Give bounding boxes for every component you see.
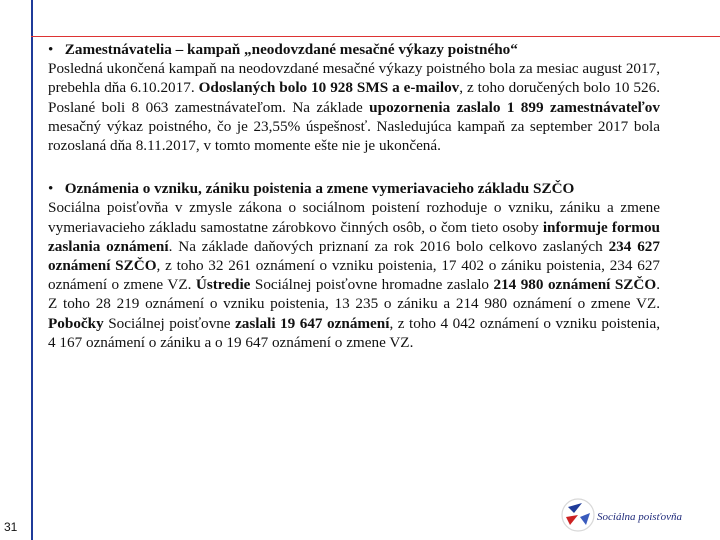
s2-bold-1: informuje formou zaslania oznámení xyxy=(48,218,660,255)
section1-heading-text: Zamestnávatelia – kampaň „neodovzdané mesačné výkazy poistného“ xyxy=(64,41,518,58)
s2-bold-3: Ústredie xyxy=(195,276,251,294)
section2-body xyxy=(48,198,660,352)
s1-bold-1: Odoslaných bolo 10 928 SMS a e-mailov xyxy=(198,79,460,97)
s1-text-1: Posledná ukončená kampaň na neodovzdané mesačné výkazy poistného bola za mesiac august 2017, prebehla dňa 6.10.2017. xyxy=(48,60,660,97)
sp-logo-icon xyxy=(560,497,596,533)
horizontal-rule xyxy=(31,36,720,37)
s2-text-3: , z toho 32 261 oznámení o vzniku poistenia, 17 402 o zániku poistenia, 234 627 oznámení o zmene VZ. xyxy=(48,257,661,294)
s2-text-1: Sociálna poisťovňa v zmysle zákona o sociálnom poistení rozhoduje o vzniku, zániku a zmene vymeriavacieho základu samostatne zárobkovo činných osôb, o čom tieto osoby xyxy=(48,199,660,236)
section2-heading xyxy=(48,179,660,198)
s2-text-2: . Na základe daňových priznaní za rok 2016 bolo celkovo zaslaných xyxy=(168,237,609,255)
s2-bold-5: Pobočky xyxy=(48,314,104,332)
vertical-rule xyxy=(31,0,33,540)
s2-text-4: Sociálnej poisťovne hromadne zaslalo xyxy=(250,276,494,294)
bullet-2: • xyxy=(48,180,54,198)
section2-heading-text: Oznámenia o vzniku, zániku poistenia a zmene vymeriavacieho základu SZČO xyxy=(64,180,575,198)
s2-bold-2: 234 627 oznámení SZČO xyxy=(48,237,660,275)
section1-body xyxy=(48,59,660,155)
slide-content xyxy=(48,40,660,352)
s1-text-3: mesačný výkaz poistného, čo je 23,55% úspešnosť. Nasledujúca kampaň za september 2017 bola rozoslaná dňa 8.11.2017, v tomto momente ešte nie je ukončená. xyxy=(48,117,660,155)
brand-name: Sociálna poisťovňa xyxy=(597,511,682,523)
page-number: 31 xyxy=(4,520,18,534)
bullet-1: • xyxy=(48,41,54,58)
s2-text-6: Sociálnej poisťovne xyxy=(103,314,236,332)
s1-bold-2: upozornenia zaslalo 1 899 zamestnávateľov xyxy=(369,98,660,116)
s2-bold-4: 214 980 oznámení SZČO xyxy=(493,276,657,294)
section1-heading xyxy=(48,40,660,59)
s1-text-2: , z toho doručených bolo 10 526. Poslané boli 8 063 zamestnávateľom. Na základe xyxy=(48,79,660,116)
s2-text-5: . Z toho 28 219 oznámení o vzniku poistenia, 13 235 o zániku a 214 980 oznámení o zmene VZ. xyxy=(48,276,660,313)
s2-text-7: , z toho 4 042 oznámení o vzniku poistenia, 4 167 oznámení o zániku a o 19 647 oznámení o zmene VZ. xyxy=(48,314,660,351)
s2-bold-6: zaslali 19 647 oznámení xyxy=(235,314,390,332)
